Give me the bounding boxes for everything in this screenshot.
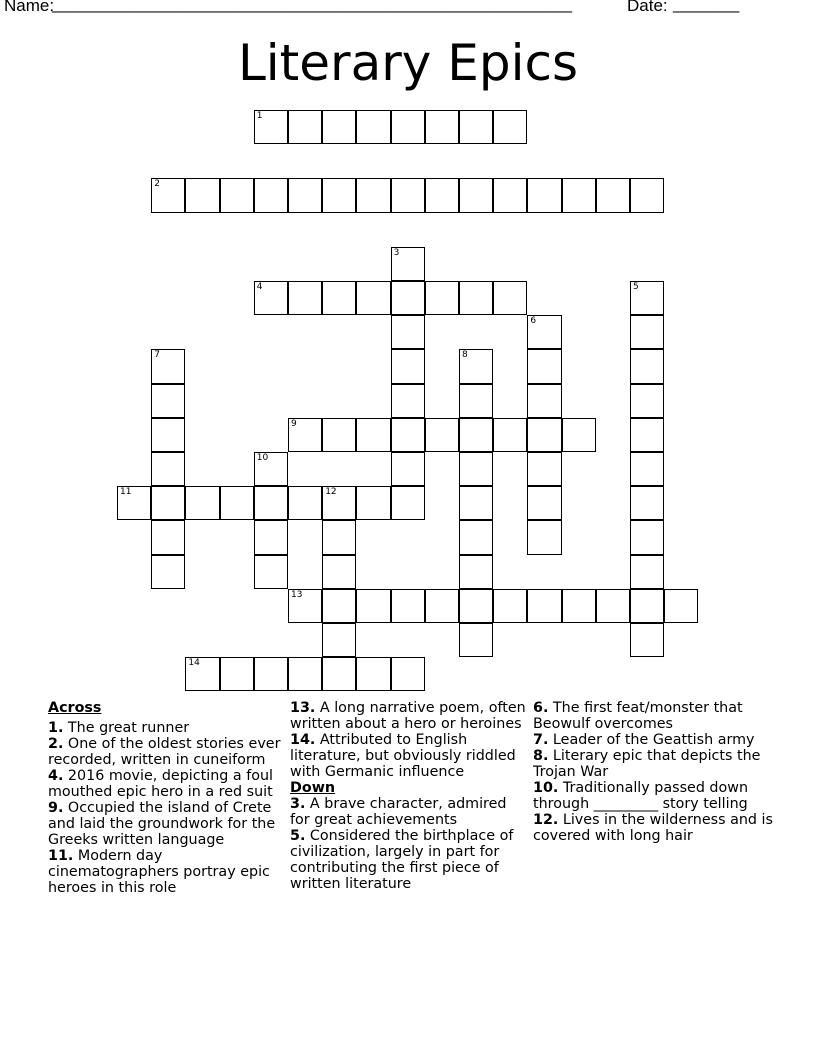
grid-cell[interactable] [356, 418, 390, 452]
grid-cell[interactable] [630, 178, 664, 212]
name-blank[interactable]: _______________________________________________________ [52, 0, 573, 13]
grid-cell[interactable] [322, 418, 356, 452]
grid-cell[interactable] [151, 486, 185, 520]
grid-cell[interactable] [391, 418, 425, 452]
grid-cell[interactable] [322, 178, 356, 212]
grid-cell[interactable] [288, 486, 322, 520]
grid-cell[interactable] [630, 315, 664, 349]
grid-cell[interactable] [459, 589, 493, 623]
grid-cell[interactable] [459, 520, 493, 554]
grid-cell[interactable] [425, 281, 459, 315]
grid-cell[interactable] [459, 384, 493, 418]
grid-cell[interactable] [493, 178, 527, 212]
grid-cell[interactable] [493, 589, 527, 623]
clue-across-11: 11. Modern day cinematographers portray epic heroes in this role [48, 848, 270, 896]
clue-across-13: 13. A long narrative poem, often written about a hero or heroines [290, 700, 526, 732]
grid-cell[interactable] [117, 486, 151, 520]
grid-cell[interactable] [220, 178, 254, 212]
clue-down-10: 10. Traditionally passed down through _________ story telling [533, 780, 749, 812]
grid-cell[interactable] [391, 281, 425, 315]
grid-cell[interactable] [630, 452, 664, 486]
clue-down-12: 12. Lives in the wilderness and is covered with long hair [533, 812, 773, 844]
grid-cell[interactable] [459, 623, 493, 657]
grid-cell[interactable] [254, 178, 288, 212]
grid-cell[interactable] [356, 178, 390, 212]
clue-across-14: 14. Attributed to English literature, but obviously riddled with Germanic influence [290, 732, 516, 780]
grid-cell[interactable] [425, 418, 459, 452]
grid-cell[interactable] [254, 452, 288, 486]
date-blank[interactable]: _______ [673, 0, 740, 13]
grid-cell[interactable] [527, 520, 561, 554]
page-title: Literary Epics [237, 34, 579, 92]
grid-cell[interactable] [322, 657, 356, 691]
grid-cell[interactable] [391, 247, 425, 281]
grid-cell[interactable] [527, 349, 561, 383]
grid-cell[interactable] [630, 520, 664, 554]
grid-cell[interactable] [151, 418, 185, 452]
grid-cell[interactable] [288, 281, 322, 315]
grid-cell[interactable] [459, 418, 493, 452]
grid-cell[interactable] [459, 486, 493, 520]
clue-number: 10 [256, 453, 269, 463]
clue-number: 3 [393, 247, 400, 258]
grid-cell[interactable] [527, 486, 561, 520]
grid-cell[interactable] [630, 281, 664, 315]
grid-cell[interactable] [356, 486, 390, 520]
grid-cell[interactable] [391, 315, 425, 349]
grid-cell[interactable] [288, 657, 322, 691]
grid-cell[interactable] [527, 418, 561, 452]
grid-cell[interactable] [356, 657, 390, 691]
grid-cell[interactable] [527, 589, 561, 623]
grid-cell[interactable] [630, 555, 664, 589]
clue-number: 2 [154, 179, 160, 190]
grid-cell[interactable] [254, 110, 288, 144]
grid-cell[interactable] [596, 178, 630, 212]
grid-cell[interactable] [459, 178, 493, 212]
clue-across-2: 2. One of the oldest stories ever recorded, written in cuneiform [48, 736, 281, 768]
grid-cell[interactable] [322, 520, 356, 554]
clue-across-9: 9. Occupied the island of Crete and laid the groundwork for the Greeks written language [48, 800, 276, 848]
grid-cell[interactable] [425, 178, 459, 212]
grid-cell[interactable] [254, 520, 288, 554]
grid-cell[interactable] [630, 486, 664, 520]
grid-cell[interactable] [322, 281, 356, 315]
grid-cell[interactable] [322, 589, 356, 623]
grid-cell[interactable] [356, 110, 390, 144]
grid-cell[interactable] [527, 315, 561, 349]
grid-cell[interactable] [391, 110, 425, 144]
grid-cell[interactable] [493, 418, 527, 452]
grid-cell[interactable] [151, 452, 185, 486]
grid-cell[interactable] [630, 623, 664, 657]
clues-column-3 [533, 700, 773, 844]
grid-cell[interactable] [493, 110, 527, 144]
clue-number: 1 [256, 111, 263, 121]
grid-cell[interactable] [151, 555, 185, 589]
grid-cell[interactable] [459, 555, 493, 589]
grid-cell[interactable] [630, 418, 664, 452]
grid-cell[interactable] [356, 281, 390, 315]
grid-cell[interactable] [664, 589, 698, 623]
grid-cell[interactable] [151, 520, 185, 554]
grid-cell[interactable] [391, 589, 425, 623]
grid-cell[interactable] [322, 486, 356, 520]
clues-column-1 [48, 700, 283, 896]
down-heading: Down [290, 780, 336, 796]
across-heading: Across [48, 700, 102, 716]
grid-cell[interactable] [185, 657, 219, 691]
grid-cell[interactable] [288, 589, 322, 623]
grid-cell[interactable] [425, 110, 459, 144]
grid-cell[interactable] [459, 452, 493, 486]
grid-cell[interactable] [459, 281, 493, 315]
clue-down-6: 6. The first feat/monster that Beowulf overcomes [533, 700, 743, 732]
grid-cell[interactable] [220, 486, 254, 520]
grid-cell[interactable] [288, 110, 322, 144]
grid-cell[interactable] [459, 349, 493, 383]
clue-number: 8 [462, 350, 468, 361]
name-label: Name: [4, 0, 55, 15]
grid-cell[interactable] [254, 281, 288, 315]
grid-cell[interactable] [493, 281, 527, 315]
clue-number: 11 [120, 487, 132, 498]
grid-cell[interactable] [151, 178, 185, 212]
clue-number: 6 [530, 316, 537, 327]
grid-cell[interactable] [220, 657, 254, 691]
grid-cell[interactable] [288, 178, 322, 212]
grid-cell[interactable] [288, 418, 322, 452]
clue-number: 5 [633, 282, 639, 292]
grid-cell[interactable] [562, 178, 596, 212]
grid-cell[interactable] [254, 657, 288, 691]
grid-cell[interactable] [254, 486, 288, 520]
grid-cell[interactable] [254, 555, 288, 589]
grid-cell[interactable] [562, 589, 596, 623]
grid-cell[interactable] [151, 384, 185, 418]
grid-cell[interactable] [391, 384, 425, 418]
date-label: Date: [627, 0, 668, 15]
clues-column-2 [290, 700, 526, 892]
clue-across-4: 4. 2016 movie, depicting a foul mouthed epic hero in a red suit [48, 768, 274, 800]
grid-cell[interactable] [391, 452, 425, 486]
clue-down-5: 5. Considered the birthplace of civilization, largely in part for contributing the first piece of written literature [290, 828, 514, 892]
grid-cell[interactable] [527, 178, 561, 212]
clue-number: 4 [256, 282, 263, 292]
grid-cell[interactable] [391, 178, 425, 212]
grid-cell[interactable] [459, 110, 493, 144]
grid-cell[interactable] [322, 555, 356, 589]
grid-cell[interactable] [356, 589, 390, 623]
clue-down-7: 7. Leader of the Geattish army [533, 732, 755, 748]
clue-across-1: 1. The great runner [48, 720, 190, 736]
grid-cell[interactable] [562, 418, 596, 452]
clue-down-8: 8. Literary epic that depicts the Trojan War [533, 748, 761, 780]
clue-number: 12 [325, 487, 337, 498]
grid-cell[interactable] [322, 623, 356, 657]
grid-cell[interactable] [630, 349, 664, 383]
grid-cell[interactable] [391, 657, 425, 691]
grid-cell[interactable] [630, 589, 664, 623]
grid-cell[interactable] [185, 178, 219, 212]
clue-number: 13 [291, 589, 303, 600]
clue-number: 7 [154, 350, 160, 361]
grid-cell[interactable] [322, 110, 356, 144]
grid-cell[interactable] [151, 349, 185, 383]
grid-cell[interactable] [425, 589, 459, 623]
grid-cell[interactable] [527, 452, 561, 486]
grid-cell[interactable] [185, 486, 219, 520]
clue-down-3: 3. A brave character, admired for great achievements [290, 796, 507, 828]
clue-number: 9 [291, 418, 297, 429]
grid-cell[interactable] [391, 486, 425, 520]
grid-cell[interactable] [596, 589, 630, 623]
clue-number: 14 [188, 658, 200, 669]
grid-cell[interactable] [527, 384, 561, 418]
grid-cell[interactable] [391, 349, 425, 383]
grid-cell[interactable] [630, 384, 664, 418]
